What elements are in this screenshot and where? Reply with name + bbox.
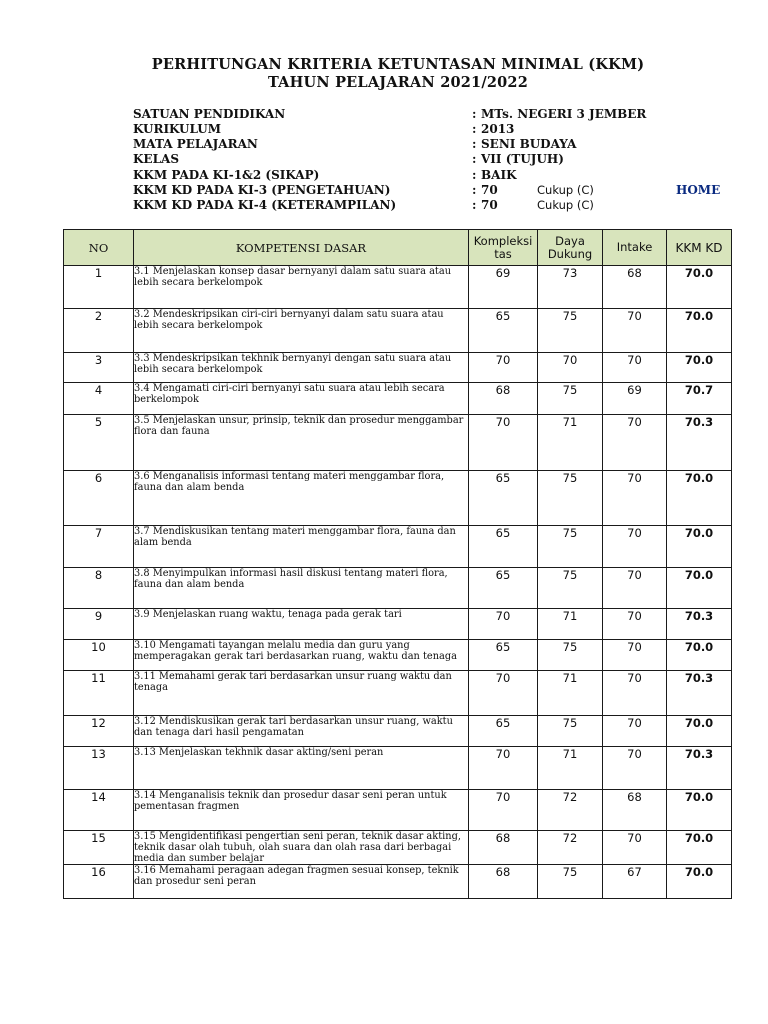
info-label: KELAS (133, 152, 179, 166)
cell-daya-dukung: 75 (538, 640, 603, 671)
header-kompleksitas (469, 230, 538, 266)
header-kompleksitas-line2: tas (494, 246, 512, 261)
info-colon: : (472, 168, 477, 182)
cell-kompetensi-dasar: 3.3 Mendeskripsikan tekhnik bernyanyi dengan satu suara atau lebih secara berkelompok (134, 353, 469, 383)
cell-no: 5 (64, 415, 134, 471)
cell-no: 6 (64, 471, 134, 526)
table-row (64, 415, 732, 471)
cell-daya-dukung: 75 (538, 383, 603, 415)
cell-kkm-kd: 70.0 (667, 471, 732, 526)
cell-intake: 70 (603, 568, 667, 609)
cell-kompleksitas: 65 (469, 716, 538, 747)
cell-intake: 70 (603, 309, 667, 353)
cell-daya-dukung: 75 (538, 471, 603, 526)
cell-daya-dukung: 72 (538, 831, 603, 865)
info-row-kurikulum (0, 122, 768, 138)
table-row (64, 671, 732, 716)
info-row-kelas (0, 152, 768, 168)
cell-kompleksitas: 70 (469, 415, 538, 471)
info-colon: : (472, 198, 477, 212)
cell-kompetensi-dasar: 3.8 Menyimpulkan informasi hasil diskusi tentang materi flora, fauna dan alam benda (134, 568, 469, 609)
info-colon: : (472, 107, 477, 121)
cell-daya-dukung: 75 (538, 309, 603, 353)
cell-kompleksitas: 65 (469, 568, 538, 609)
cell-no: 12 (64, 716, 134, 747)
cell-kkm-kd: 70.0 (667, 568, 732, 609)
cell-no: 7 (64, 526, 134, 568)
cell-intake: 70 (603, 671, 667, 716)
info-note: Cukup (C) (537, 198, 594, 212)
cell-intake: 70 (603, 526, 667, 568)
cell-no: 15 (64, 831, 134, 865)
cell-kompleksitas: 70 (469, 609, 538, 640)
table-row (64, 865, 732, 899)
cell-kkm-kd: 70.0 (667, 716, 732, 747)
info-value: BAIK (481, 168, 517, 182)
info-label: KKM KD PADA KI-4 (KETERAMPILAN) (133, 198, 397, 212)
cell-kompleksitas: 65 (469, 471, 538, 526)
cell-no: 14 (64, 790, 134, 831)
info-value: MTs. NEGERI 3 JEMBER (481, 107, 647, 121)
cell-daya-dukung: 72 (538, 790, 603, 831)
cell-no: 13 (64, 747, 134, 790)
cell-kkm-kd: 70.7 (667, 383, 732, 415)
cell-daya-dukung: 71 (538, 747, 603, 790)
header-daya-dukung (538, 230, 603, 266)
document-title: PERHITUNGAN KRITERIA KETUNTASAN MINIMAL (KKM) (151, 56, 645, 73)
cell-no: 10 (64, 640, 134, 671)
cell-daya-dukung: 75 (538, 526, 603, 568)
cell-kkm-kd: 70.3 (667, 747, 732, 790)
table-row (64, 790, 732, 831)
cell-kkm-kd: 70.0 (667, 266, 732, 309)
header-kompleksitas-line1: Kompleksi (473, 233, 533, 248)
info-block (0, 0, 768, 220)
table-row (64, 309, 732, 353)
cell-kompetensi-dasar: 3.5 Menjelaskan unsur, prinsip, teknik dan prosedur menggambar flora dan fauna (134, 415, 469, 471)
cell-kompetensi-dasar: 3.10 Mengamati tayangan melalu media dan guru yang memperagakan gerak tari berdasarkan ruang, waktu dan tenaga (134, 640, 469, 671)
cell-kompleksitas: 65 (469, 526, 538, 568)
cell-no: 4 (64, 383, 134, 415)
info-value: 70 (481, 198, 498, 212)
cell-intake: 68 (603, 790, 667, 831)
info-row-satuan (0, 107, 768, 123)
cell-daya-dukung: 71 (538, 609, 603, 640)
cell-kompetensi-dasar: 3.12 Mendiskusikan gerak tari berdasarkan unsur ruang, waktu dan tenaga dari hasil pengamatan (134, 716, 469, 747)
header-no: NO (64, 230, 134, 266)
cell-intake: 69 (603, 383, 667, 415)
cell-kompleksitas: 65 (469, 309, 538, 353)
cell-no: 16 (64, 865, 134, 899)
cell-kompleksitas: 70 (469, 747, 538, 790)
info-value: SENI BUDAYA (481, 137, 577, 151)
cell-kkm-kd: 70.3 (667, 671, 732, 716)
table-row (64, 831, 732, 865)
cell-intake: 70 (603, 716, 667, 747)
info-colon: : (472, 183, 477, 197)
cell-no: 8 (64, 568, 134, 609)
header-intake: Intake (603, 230, 667, 266)
table-row (64, 640, 732, 671)
header-daya-dukung-line1: Daya (555, 233, 585, 248)
cell-kkm-kd: 70.0 (667, 640, 732, 671)
info-label: MATA PELAJARAN (133, 137, 258, 151)
cell-daya-dukung: 75 (538, 865, 603, 899)
info-value: 70 (481, 183, 498, 197)
cell-kkm-kd: 70.0 (667, 865, 732, 899)
table-header-row (64, 230, 732, 266)
info-row-ki4 (0, 198, 768, 214)
cell-kompetensi-dasar: 3.7 Mendiskusikan tentang materi menggambar flora, fauna dan alam benda (134, 526, 469, 568)
home-link[interactable]: HOME (676, 183, 721, 197)
cell-daya-dukung: 75 (538, 568, 603, 609)
cell-kkm-kd: 70.0 (667, 309, 732, 353)
cell-intake: 70 (603, 353, 667, 383)
info-colon: : (472, 152, 477, 166)
cell-intake: 70 (603, 747, 667, 790)
info-label: KKM KD PADA KI-3 (PENGETAHUAN) (133, 183, 391, 197)
cell-intake: 70 (603, 609, 667, 640)
cell-no: 9 (64, 609, 134, 640)
cell-daya-dukung: 71 (538, 415, 603, 471)
cell-intake: 70 (603, 471, 667, 526)
info-colon: : (472, 122, 477, 136)
info-label: KKM PADA KI-1&2 (SIKAP) (133, 168, 320, 182)
cell-kkm-kd: 70.0 (667, 353, 732, 383)
info-note: Cukup (C) (537, 183, 594, 197)
cell-kkm-kd: 70.3 (667, 609, 732, 640)
cell-daya-dukung: 73 (538, 266, 603, 309)
cell-kompleksitas: 68 (469, 865, 538, 899)
info-value: VII (TUJUH) (481, 152, 564, 166)
cell-intake: 70 (603, 415, 667, 471)
cell-daya-dukung: 71 (538, 671, 603, 716)
table-row (64, 609, 732, 640)
cell-daya-dukung: 75 (538, 716, 603, 747)
info-value: 2013 (481, 122, 515, 136)
cell-kompetensi-dasar: 3.1 Menjelaskan konsep dasar bernyanyi dalam satu suara atau lebih secara berkelompok (134, 266, 469, 309)
info-label: SATUAN PENDIDIKAN (133, 107, 286, 121)
table-row (64, 568, 732, 609)
cell-kompetensi-dasar: 3.2 Mendeskripsikan ciri-ciri bernyanyi dalam satu suara atau lebih secara berkelompok (134, 309, 469, 353)
cell-kompetensi-dasar: 3.14 Menganalisis teknik dan prosedur dasar seni peran untuk pementasan fragmen (134, 790, 469, 831)
cell-kkm-kd: 70.0 (667, 790, 732, 831)
info-row-mapel (0, 137, 768, 153)
table-row (64, 471, 732, 526)
cell-kompetensi-dasar: 3.13 Menjelaskan tekhnik dasar akting/seni peran (134, 747, 469, 790)
cell-kompetensi-dasar: 3.6 Menganalisis informasi tentang materi menggambar flora, fauna dan alam benda (134, 471, 469, 526)
cell-kompetensi-dasar: 3.15 Mengidentifikasi pengertian seni peran, teknik dasar akting, teknik dasar olah tubuh, olah suara dan olah rasa dari berbagai media dan sumber belajar (134, 831, 469, 865)
cell-no: 11 (64, 671, 134, 716)
cell-kompleksitas: 70 (469, 790, 538, 831)
cell-kompleksitas: 68 (469, 831, 538, 865)
cell-daya-dukung: 70 (538, 353, 603, 383)
info-row-ki3 (0, 183, 768, 199)
cell-kompetensi-dasar: 3.4 Mengamati ciri-ciri bernyanyi satu suara atau lebih secara berkelompok (134, 383, 469, 415)
cell-kompleksitas: 65 (469, 640, 538, 671)
cell-kompetensi-dasar: 3.11 Memahami gerak tari berdasarkan unsur ruang waktu dan tenaga (134, 671, 469, 716)
cell-intake: 70 (603, 640, 667, 671)
cell-intake: 68 (603, 266, 667, 309)
cell-kompetensi-dasar: 3.16 Memahami peragaan adegan fragmen sesuai konsep, teknik dan prosedur seni peran (134, 865, 469, 899)
table-row (64, 526, 732, 568)
cell-no: 1 (64, 266, 134, 309)
table-row (64, 716, 732, 747)
cell-no: 2 (64, 309, 134, 353)
cell-kkm-kd: 70.0 (667, 526, 732, 568)
table-row (64, 383, 732, 415)
cell-kompleksitas: 70 (469, 353, 538, 383)
cell-no: 3 (64, 353, 134, 383)
table-row (64, 747, 732, 790)
info-colon: : (472, 137, 477, 151)
kkm-table (63, 229, 732, 899)
cell-kompleksitas: 69 (469, 266, 538, 309)
cell-kkm-kd: 70.0 (667, 831, 732, 865)
info-row-sikap (0, 168, 768, 184)
header-daya-dukung-line2: Dukung (547, 246, 593, 261)
header-kompetensi-dasar: KOMPETENSI DASAR (134, 230, 469, 266)
cell-kompleksitas: 70 (469, 671, 538, 716)
table-row (64, 266, 732, 309)
cell-kkm-kd: 70.3 (667, 415, 732, 471)
document-subtitle: TAHUN PELAJARAN 2021/2022 (267, 74, 529, 91)
cell-kompleksitas: 68 (469, 383, 538, 415)
info-label: KURIKULUM (133, 122, 222, 136)
table-row (64, 353, 732, 383)
cell-intake: 67 (603, 865, 667, 899)
cell-intake: 70 (603, 831, 667, 865)
header-kkm-kd: KKM KD (667, 230, 732, 266)
cell-kompetensi-dasar: 3.9 Menjelaskan ruang waktu, tenaga pada gerak tari (134, 609, 469, 640)
